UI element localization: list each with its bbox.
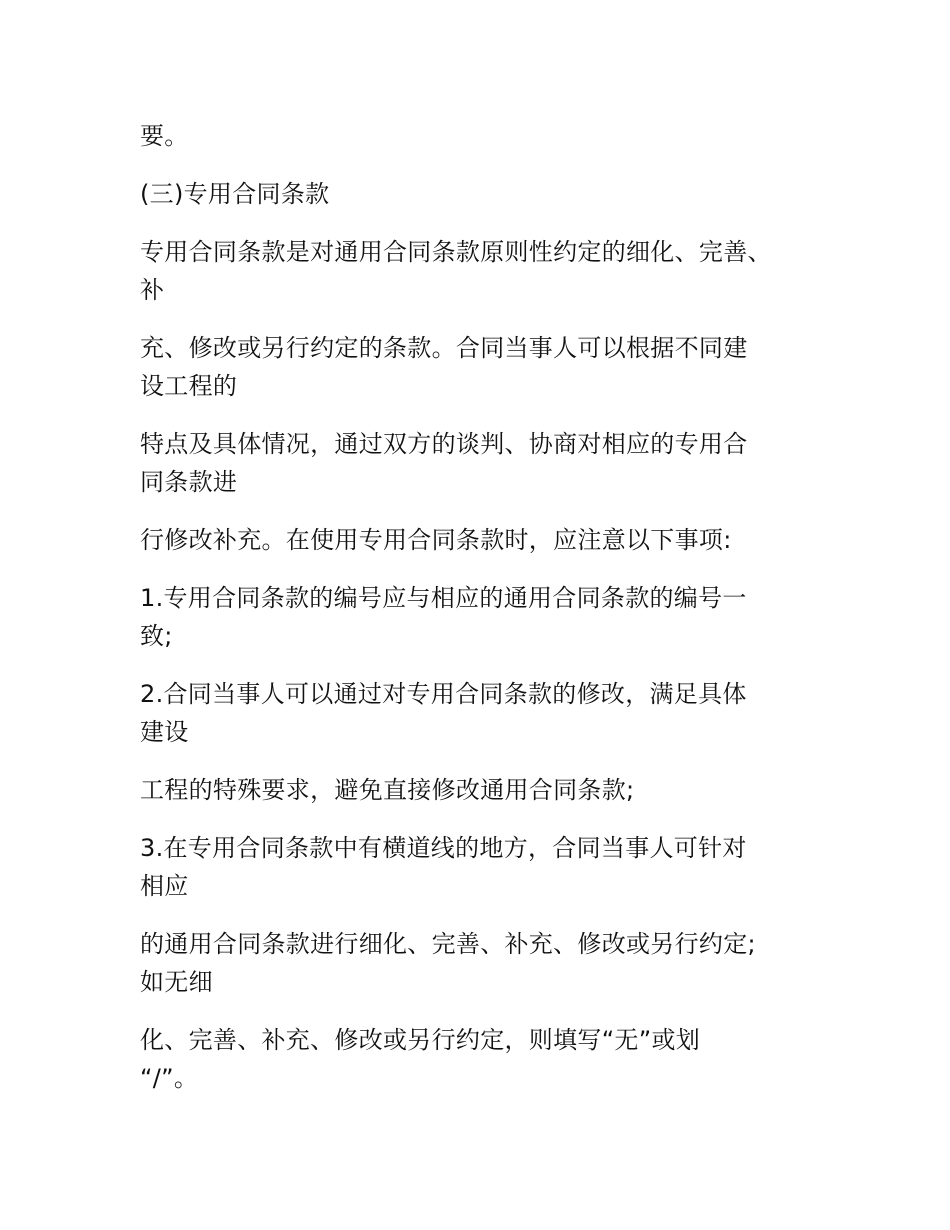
paragraph bbox=[140, 117, 820, 155]
list-item bbox=[140, 829, 820, 905]
text-line: 行修改补充。在使用专用合同条款时，应注意以下事项: bbox=[140, 526, 732, 554]
text-line: 补 bbox=[140, 276, 165, 304]
text-line: 工程的特殊要求，避免直接修改通用合同条款; bbox=[140, 776, 635, 804]
text-line: (三)专用合同条款 bbox=[140, 180, 330, 208]
text-line: 相应 bbox=[140, 872, 189, 900]
text-line: 同条款进 bbox=[140, 468, 238, 496]
section-heading bbox=[140, 175, 820, 213]
text-line: 如无细 bbox=[140, 968, 213, 996]
paragraph bbox=[140, 425, 820, 501]
paragraph bbox=[140, 329, 820, 405]
list-item bbox=[140, 579, 820, 655]
text-line: 特点及具体情况，通过双方的谈判、协商对相应的专用合 bbox=[140, 430, 748, 458]
text-line: 充、修改或另行约定的条款。合同当事人可以根据不同建 bbox=[140, 334, 748, 362]
text-line: “/”。 bbox=[140, 1064, 199, 1092]
paragraph bbox=[140, 233, 820, 309]
text-line: 致; bbox=[140, 622, 173, 650]
text-line: 要。 bbox=[140, 122, 189, 150]
text-line: 设工程的 bbox=[140, 372, 238, 400]
paragraph bbox=[140, 521, 820, 559]
text-line: 专用合同条款是对通用合同条款原则性约定的细化、完善、 bbox=[140, 238, 772, 266]
text-line: 2.合同当事人可以通过对专用合同条款的修改，满足具体 bbox=[140, 680, 747, 708]
text-line: 的通用合同条款进行细化、完善、补充、修改或另行约定; bbox=[140, 930, 756, 958]
paragraph bbox=[140, 1021, 820, 1097]
list-item bbox=[140, 675, 820, 751]
paragraph bbox=[140, 771, 820, 809]
text-line: 建设 bbox=[140, 718, 189, 746]
text-line: 化、完善、补充、修改或另行约定，则填写“无”或划 bbox=[140, 1026, 701, 1054]
paragraph bbox=[140, 925, 820, 1001]
text-line: 3.在专用合同条款中有横道线的地方，合同当事人可针对 bbox=[140, 834, 747, 862]
text-line: 1.专用合同条款的编号应与相应的通用合同条款的编号一 bbox=[140, 584, 747, 612]
